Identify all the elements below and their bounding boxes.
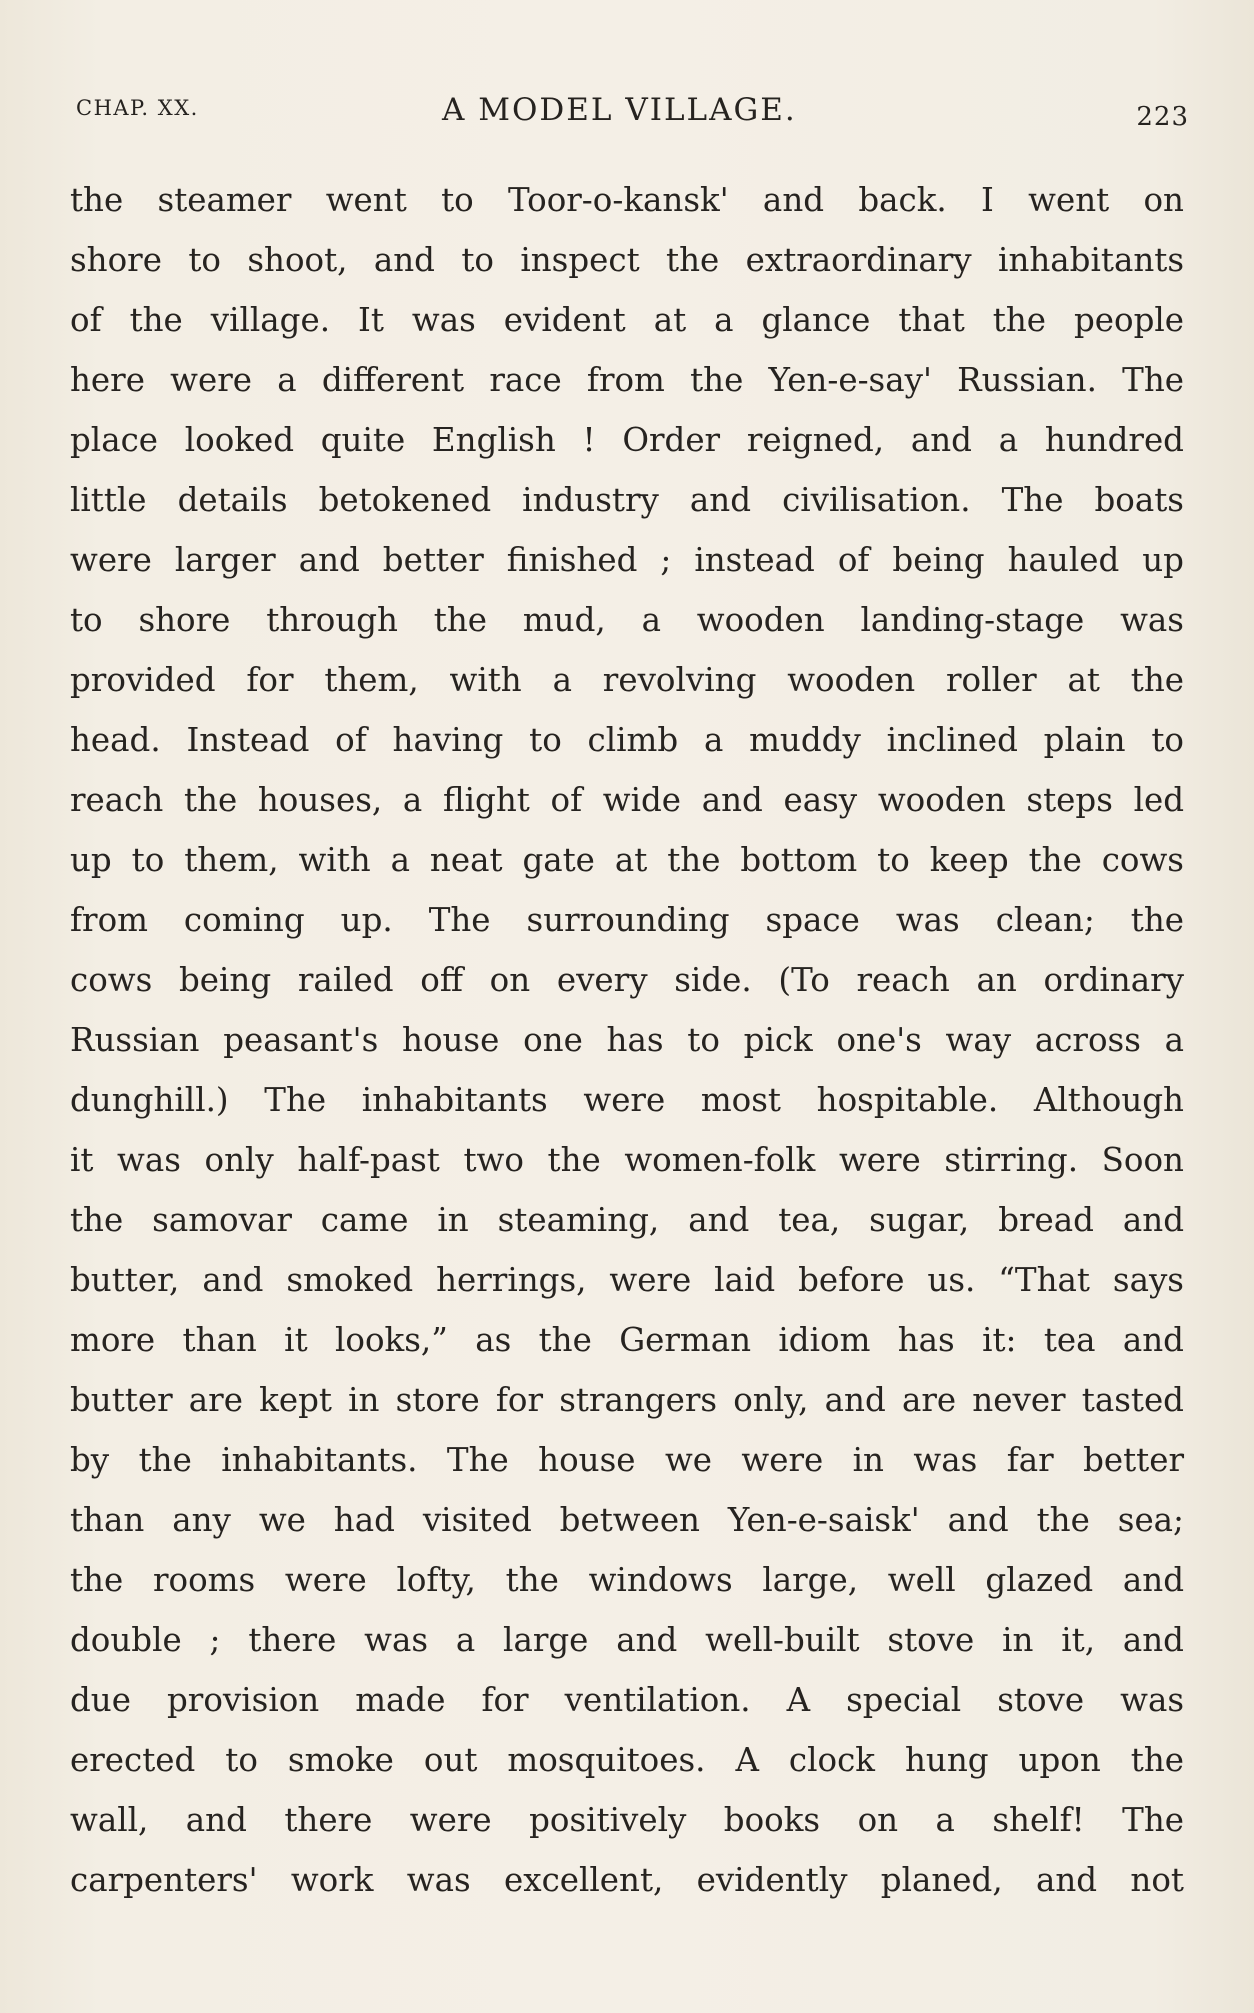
text-line: up to them, with a neat gate at the bottom to keep the cows — [70, 841, 1184, 879]
text-line: by the inhabitants. The house we were in was far better — [70, 1441, 1184, 1479]
text-line: the samovar came in steaming, and tea, sugar, bread and — [70, 1201, 1184, 1239]
text-line: provided for them, with a revolving wooden roller at the — [70, 661, 1184, 699]
text-line: shore to shoot, and to inspect the extraordinary inhabitants — [70, 241, 1184, 279]
text-line: the rooms were lofty, the windows large, well glazed and — [70, 1561, 1184, 1599]
text-line: from coming up. The surrounding space was clean; the — [70, 901, 1184, 939]
text-line: dunghill.) The inhabitants were most hospitable. Although — [70, 1081, 1184, 1119]
text-line: to shore through the mud, a wooden landing-stage was — [70, 601, 1184, 639]
text-line: here were a different race from the Yen-e-say' Russian. The — [70, 361, 1184, 399]
text-line: head. Instead of having to climb a muddy inclined plain to — [70, 721, 1184, 759]
text-line: erected to smoke out mosquitoes. A clock hung upon the — [70, 1741, 1184, 1779]
running-header — [72, 92, 1192, 132]
text-line: the steamer went to Toor-o-kansk' and back. I went on — [70, 181, 1184, 219]
text-line: cows being railed off on every side. (To reach an ordinary — [70, 961, 1184, 999]
text-line: than any we had visited between Yen-e-saisk' and the sea; — [70, 1501, 1184, 1539]
text-line: carpenters' work was excellent, evidently planed, and not — [70, 1861, 1184, 1899]
text-line: double ; there was a large and well-built stove in it, and — [70, 1621, 1184, 1659]
text-line: reach the houses, a flight of wide and easy wooden steps led — [70, 781, 1184, 819]
running-title: A MODEL VILLAGE. — [442, 92, 797, 128]
chapter-label: CHAP. XX. — [76, 96, 199, 120]
text-line: more than it looks,” as the German idiom has it: tea and — [70, 1321, 1184, 1359]
text-line: little details betokened industry and civilisation. The boats — [70, 481, 1184, 519]
text-line: it was only half-past two the women-folk were stirring. Soon — [70, 1141, 1184, 1179]
text-line: due provision made for ventilation. A special stove was — [70, 1681, 1184, 1719]
text-line: wall, and there were positively books on a shelf! The — [70, 1801, 1184, 1839]
text-line: butter are kept in store for strangers only, and are never tasted — [70, 1381, 1184, 1419]
text-line: place looked quite English ! Order reigned, and a hundred — [70, 421, 1184, 459]
text-line: of the village. It was evident at a glance that the people — [70, 301, 1184, 339]
page-number: 223 — [1136, 102, 1189, 132]
text-line: Russian peasant's house one has to pick one's way across a — [70, 1021, 1184, 1059]
text-line: butter, and smoked herrings, were laid before us. “That says — [70, 1261, 1184, 1299]
text-line: were larger and better finished ; instead of being hauled up — [70, 541, 1184, 579]
body-text — [70, 170, 1184, 1910]
